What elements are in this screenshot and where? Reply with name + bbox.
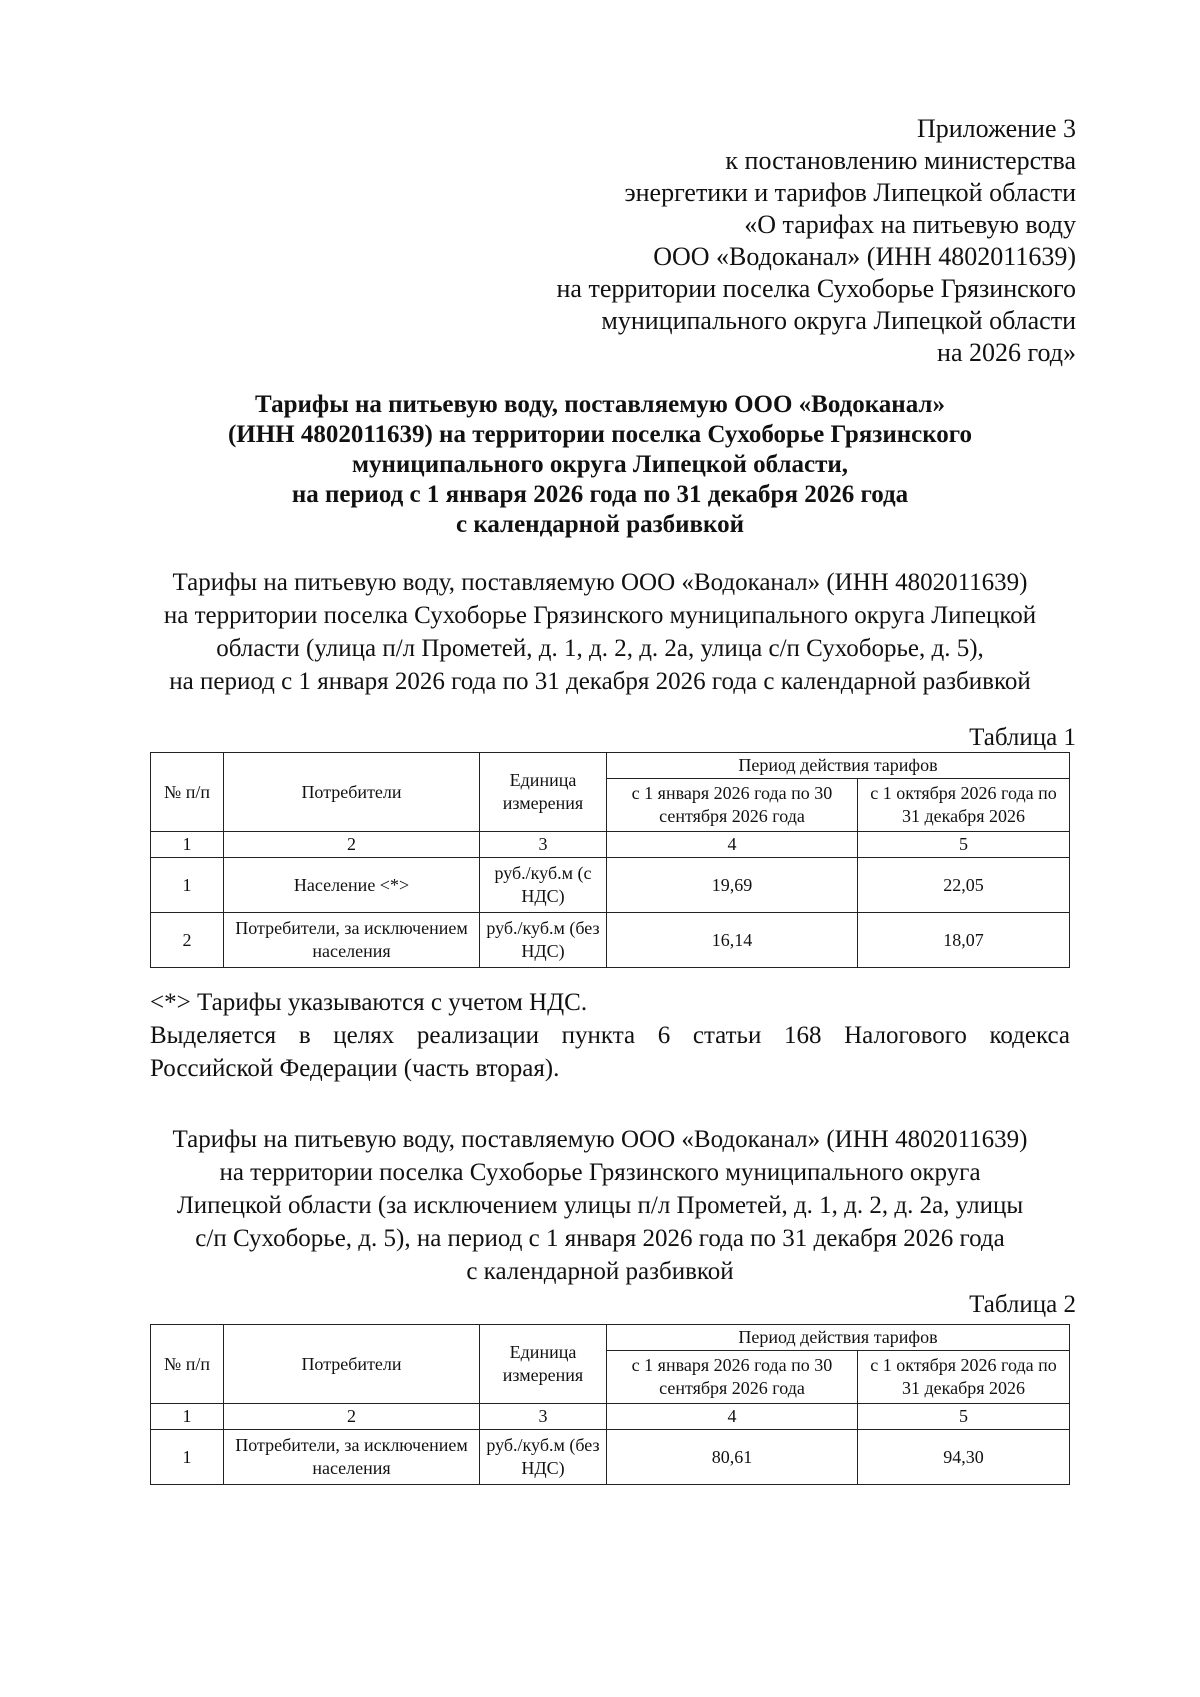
caption-line: на территории поселка Сухоборье Грязинского муниципального округа Липецкой [163,602,1037,629]
header-consumers: Потребители [224,753,480,832]
row-tariff-period1: 16,14 [607,913,858,968]
row-tariff-period2: 94,30 [858,1430,1070,1485]
header-period: Период действия тарифов [607,753,1070,779]
header-unit: Единица измерения [480,753,607,832]
row-tariff-period1: 80,61 [607,1430,858,1485]
appendix-line: муниципального округа Липецкой области [601,306,1076,335]
title-line: муниципального округа Липецкой области, [351,451,849,478]
tariff-table-2 [150,1324,1070,1485]
note-vat: <*> Тарифы указываются с учетом НДС. [150,989,588,1016]
row-tariff-period2: 18,07 [858,913,1070,968]
header-period1: с 1 января 2026 года по 30 сентября 2026 года [607,779,858,832]
row-tariff-period1: 19,69 [607,858,858,913]
table-row [151,913,1070,968]
appendix-line: Приложение 3 [916,114,1076,143]
header-unit: Единица измерения [480,1325,607,1404]
title-line: Тарифы на питьевую воду, поставляемую ООО «Водоканал» [255,391,945,418]
header-period: Период действия тарифов [607,1325,1070,1351]
index-cell: 2 [224,1404,480,1430]
title-line: на период с 1 января 2026 года по 31 декабря 2026 года [291,481,909,508]
title-line: (ИНН 4802011639) на территории поселка Сухоборье Грязинского [227,421,973,448]
header-period1: с 1 января 2026 года по 30 сентября 2026 года [607,1351,858,1404]
caption-line: Тарифы на питьевую воду, поставляемую ООО «Водоканал» (ИНН 4802011639) [172,1126,1028,1153]
header-period2: с 1 октября 2026 года по 31 декабря 2026 [858,779,1070,832]
table1-label: Таблица 1 [969,724,1076,751]
appendix-line: на территории поселка Сухоборье Грязинского [556,274,1076,303]
index-cell: 1 [151,1404,224,1430]
row-consumer: Потребители, за исключением населения [224,1430,480,1485]
table-row [151,858,1070,913]
appendix-line: ООО «Водоканал» (ИНН 4802011639) [653,242,1076,271]
header-num: № п/п [151,753,224,832]
appendix-line: на 2026 год» [937,338,1076,367]
table-row [151,1430,1070,1485]
table-header-row [151,1325,1070,1351]
header-consumers: Потребители [224,1325,480,1404]
index-cell: 2 [224,832,480,858]
header-period2: с 1 октября 2026 года по 31 декабря 2026 [858,1351,1070,1404]
table2-label: Таблица 2 [969,1291,1076,1318]
note-tax-code-cont: Российской Федерации (часть вторая). [150,1055,560,1082]
caption-line: Тарифы на питьевую воду, поставляемую ООО «Водоканал» (ИНН 4802011639) [172,569,1028,596]
table1-notes [150,986,1070,1085]
header-num: № п/п [151,1325,224,1404]
caption-line: Липецкой области (за исключением улицы п/л Прометей, д. 1, д. 2, д. 2а, улицы [176,1192,1024,1219]
table2-caption [120,1123,1080,1288]
index-cell: 5 [858,1404,1070,1430]
caption-line: на период с 1 января 2026 года по 31 декабря 2026 года с календарной разбивкой [169,668,1031,695]
appendix-line: энергетики и тарифов Липецкой области [624,178,1076,207]
row-tariff-period2: 22,05 [858,858,1070,913]
index-cell: 3 [480,1404,607,1430]
index-cell: 5 [858,832,1070,858]
row-unit: руб./куб.м (с НДС) [480,858,607,913]
index-cell: 4 [607,832,858,858]
title-line: с календарной разбивкой [455,511,745,538]
appendix-line: к постановлению министерства [725,146,1076,175]
row-unit: руб./куб.м (без НДС) [480,1430,607,1485]
index-cell: 4 [607,1404,858,1430]
caption-line: на территории поселка Сухоборье Грязинского муниципального округа [219,1159,981,1186]
caption-line: с/п Сухоборье, д. 5), на период с 1 января 2026 года по 31 декабря 2026 года [195,1225,1005,1252]
table-header-row [151,753,1070,779]
caption-line: области (улица п/л Прометей, д. 1, д. 2, д. 2а, улица с/п Сухоборье, д. 5), [216,635,984,662]
table-index-row [151,1404,1070,1430]
table-index-row [151,832,1070,858]
row-consumer: Потребители, за исключением населения [224,913,480,968]
note-tax-code: Выделяется в целях реализации пункта 6 статьи 168 Налогового кодекса [150,1022,1070,1049]
appendix-header [436,113,1076,369]
row-unit: руб./куб.м (без НДС) [480,913,607,968]
appendix-line: «О тарифах на питьевую воду [744,210,1076,239]
row-consumer: Население <*> [224,858,480,913]
row-num: 1 [151,858,224,913]
tariff-table-1 [150,752,1070,968]
index-cell: 1 [151,832,224,858]
table1-caption [120,566,1080,698]
caption-line: с календарной разбивкой [466,1258,734,1285]
index-cell: 3 [480,832,607,858]
row-num: 1 [151,1430,224,1485]
document-title [150,390,1050,540]
row-num: 2 [151,913,224,968]
